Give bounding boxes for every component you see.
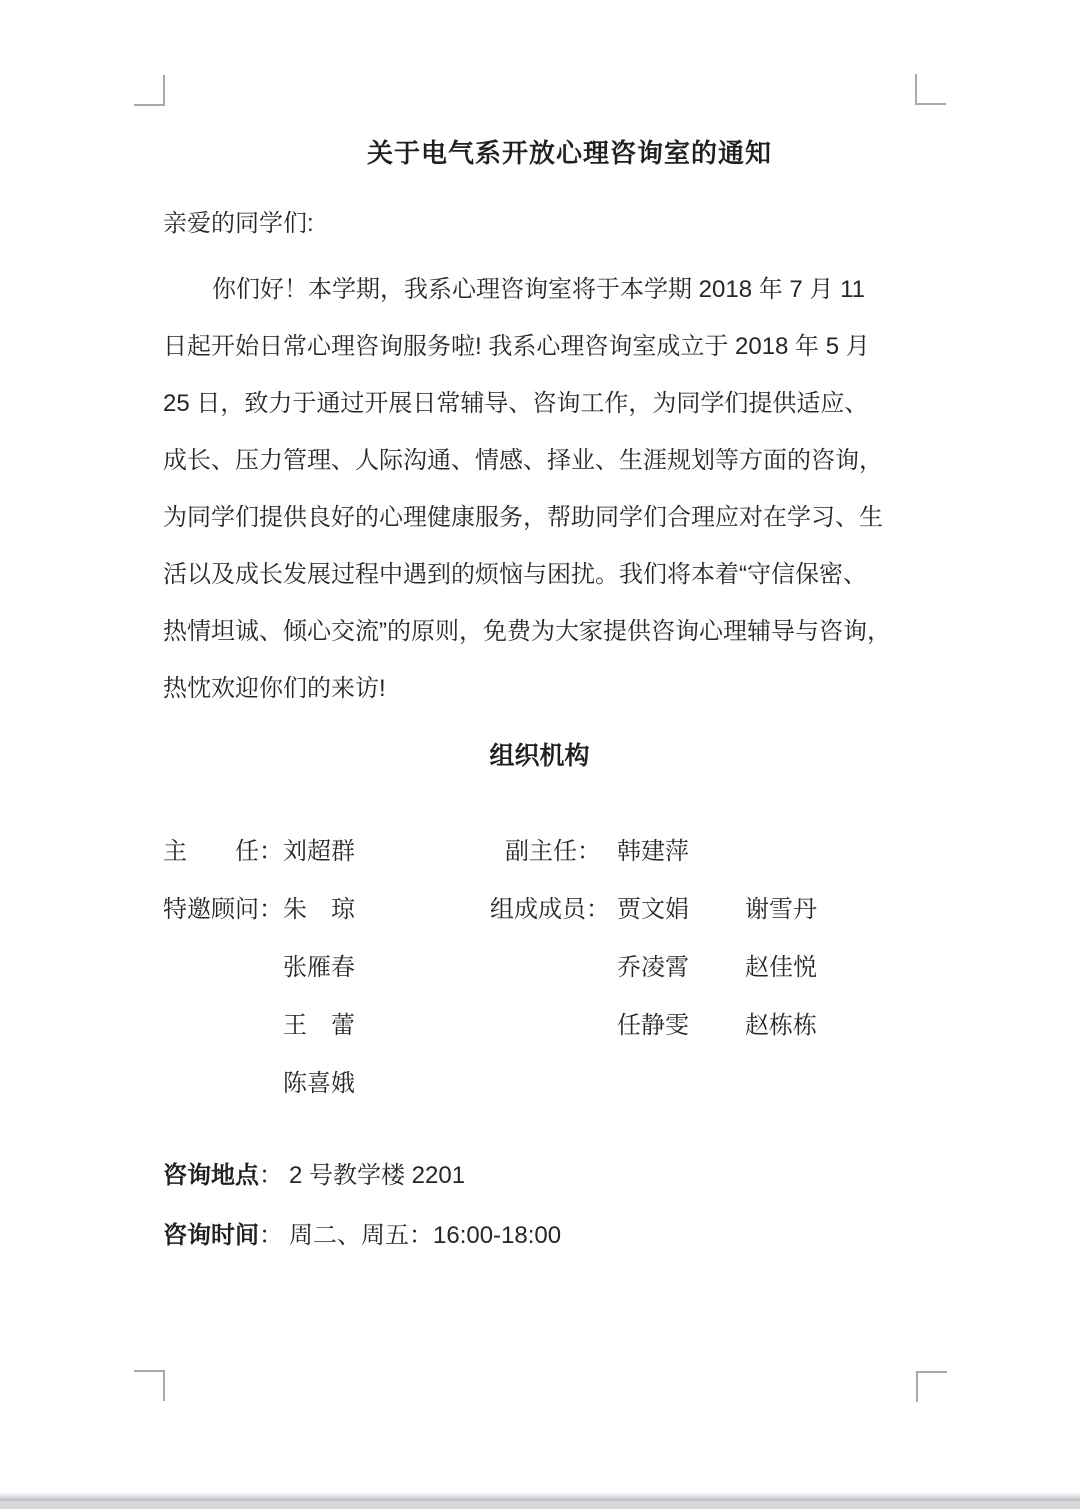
text-boundary-corner-top-right-icon [915,74,946,105]
org-role-label: 主 任： [163,838,283,865]
text-boundary-corner-top-left-icon [134,75,165,106]
document-title: 关于电气系开放心理咨询室的通知 [366,138,772,168]
org-member-name: 张雁春 [283,954,355,981]
body-line: 热忱欢迎你们的来访! [163,675,386,702]
page-bottom-shadow [0,1492,1080,1501]
org-member-name: 乔凌霄 [617,954,689,981]
org-row [163,881,916,939]
text-boundary-corner-bottom-left-icon [134,1370,165,1401]
org-member-name: 陈喜娥 [283,1070,355,1097]
org-row [163,823,916,881]
salutation-line: 亲爱的同学们: [163,210,314,237]
org-member-name: 赵佳悦 [745,954,817,981]
org-member-name: 韩建萍 [617,838,689,865]
body-line: 活以及成长发展过程中遇到的烦恼与困扰。我们将本着“守信保密、 [163,561,867,588]
body-line: 成长、压力管理、人际沟通、情感、择业、生涯规划等方面的咨询， [163,447,883,474]
org-role-label: 组成成员： [490,896,610,923]
org-row [163,997,916,1055]
org-member-name: 刘超群 [283,838,355,865]
org-member-name: 谢雪丹 [745,896,817,923]
consult-time-colon: ： [259,1222,283,1249]
body-paragraph [163,261,916,717]
org-member-name: 王 蕾 [283,1012,355,1039]
consult-time-label: 咨询时间 [163,1222,259,1249]
body-line: 为同学们提供良好的心理健康服务，帮助同学们合理应对在学习、生 [163,504,883,531]
org-member-name: 贾文娟 [617,896,689,923]
org-section-title: 组织机构 [489,742,590,770]
consult-location-row [163,1156,465,1196]
org-role-label: 副主任： [505,838,601,865]
body-line: 热情坦诚、倾心交流”的原则，免费为大家提供咨询心理辅导与咨询， [163,618,891,645]
org-structure [163,823,916,1113]
consult-time-value: 周二、周五：16:00-18:00 [289,1222,562,1249]
body-line: 25 日，致力于通过开展日常辅导、咨询工作，为同学们提供适应、 [163,390,869,417]
org-member-name: 任静雯 [617,1012,689,1039]
consult-location-colon: ： [259,1162,283,1189]
org-member-name: 朱 琼 [283,896,355,923]
consult-time-row [163,1216,561,1256]
consult-location-label: 咨询地点 [163,1162,259,1189]
consult-location-value: 2 号教学楼 2201 [289,1162,466,1189]
org-member-name: 赵栋栋 [745,1012,817,1039]
org-row [163,939,916,997]
org-row [163,1055,916,1113]
app-background-strip [0,1501,1080,1509]
body-line: 日起开始日常心理咨询服务啦! 我系心理咨询室成立于 2018 年 5 月 [163,333,870,360]
body-line: 你们好！本学期，我系心理咨询室将于本学期 2018 年 7 月 11 [212,276,865,303]
text-boundary-corner-bottom-right-icon [916,1371,947,1402]
org-role-label: 特邀顾问： [163,896,283,923]
